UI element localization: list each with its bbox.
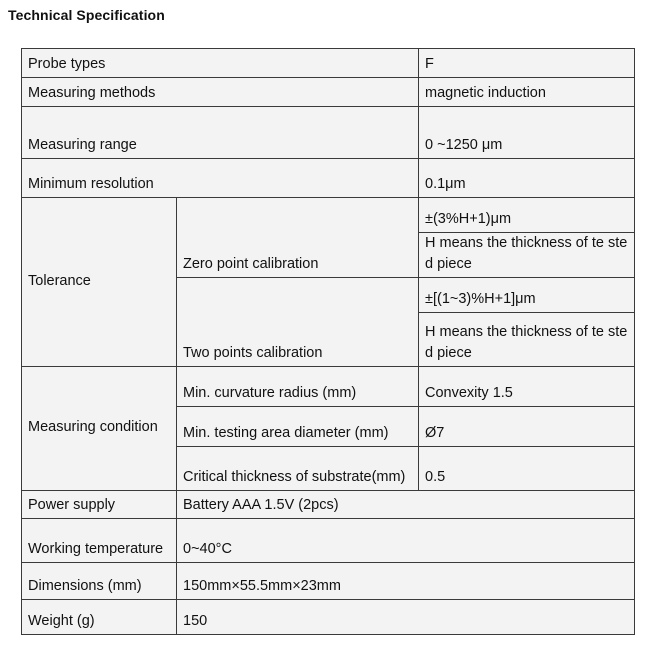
- two-points-note: H means the thickness of te sted piece: [419, 313, 635, 367]
- table-row: [22, 600, 635, 635]
- testing-area-diameter-value: Ø7: [419, 407, 635, 447]
- table-row: [22, 107, 635, 159]
- page-title: Technical Specification: [8, 7, 165, 23]
- testing-area-diameter-label: Min. testing area diameter (mm): [177, 407, 419, 447]
- two-points-formula: ±[(1~3)%H+1]μm: [419, 278, 635, 313]
- probe-types-label: Probe types: [22, 49, 419, 78]
- measuring-condition-label: Measuring condition: [22, 367, 177, 491]
- power-supply-label: Power supply: [22, 491, 177, 519]
- table-row: [22, 49, 635, 78]
- table-row: [22, 563, 635, 600]
- tolerance-label: Tolerance: [22, 198, 177, 367]
- table-row: [22, 367, 635, 407]
- measuring-range-label: Measuring range: [22, 107, 419, 159]
- curvature-radius-value: Convexity 1.5: [419, 367, 635, 407]
- curvature-radius-label: Min. curvature radius (mm): [177, 367, 419, 407]
- measuring-methods-label: Measuring methods: [22, 78, 419, 107]
- weight-label: Weight (g): [22, 600, 177, 635]
- measuring-range-value: 0 ~1250 μm: [419, 107, 635, 159]
- critical-thickness-value: 0.5: [419, 447, 635, 491]
- specification-table: [21, 48, 635, 635]
- probe-types-value: F: [419, 49, 635, 78]
- working-temperature-value: 0~40°C: [177, 519, 635, 563]
- zero-point-calibration-label: Zero point calibration: [177, 198, 419, 278]
- table-row: [22, 491, 635, 519]
- table-row: [22, 159, 635, 198]
- weight-value: 150: [177, 600, 635, 635]
- zero-point-formula: ±(3%H+1)μm: [419, 198, 635, 233]
- zero-point-note: H means the thickness of te sted piece: [419, 233, 635, 278]
- table-row: [22, 78, 635, 107]
- dimensions-label: Dimensions (mm): [22, 563, 177, 600]
- table-row: [22, 198, 635, 233]
- minimum-resolution-label: Minimum resolution: [22, 159, 419, 198]
- dimensions-value: 150mm×55.5mm×23mm: [177, 563, 635, 600]
- critical-thickness-label: Critical thickness of substrate(mm): [177, 447, 419, 491]
- working-temperature-label: Working temperature: [22, 519, 177, 563]
- measuring-methods-value: magnetic induction: [419, 78, 635, 107]
- minimum-resolution-value: 0.1μm: [419, 159, 635, 198]
- table-row: [22, 519, 635, 563]
- power-supply-value: Battery AAA 1.5V (2pcs): [177, 491, 635, 519]
- two-points-calibration-label: Two points calibration: [177, 278, 419, 367]
